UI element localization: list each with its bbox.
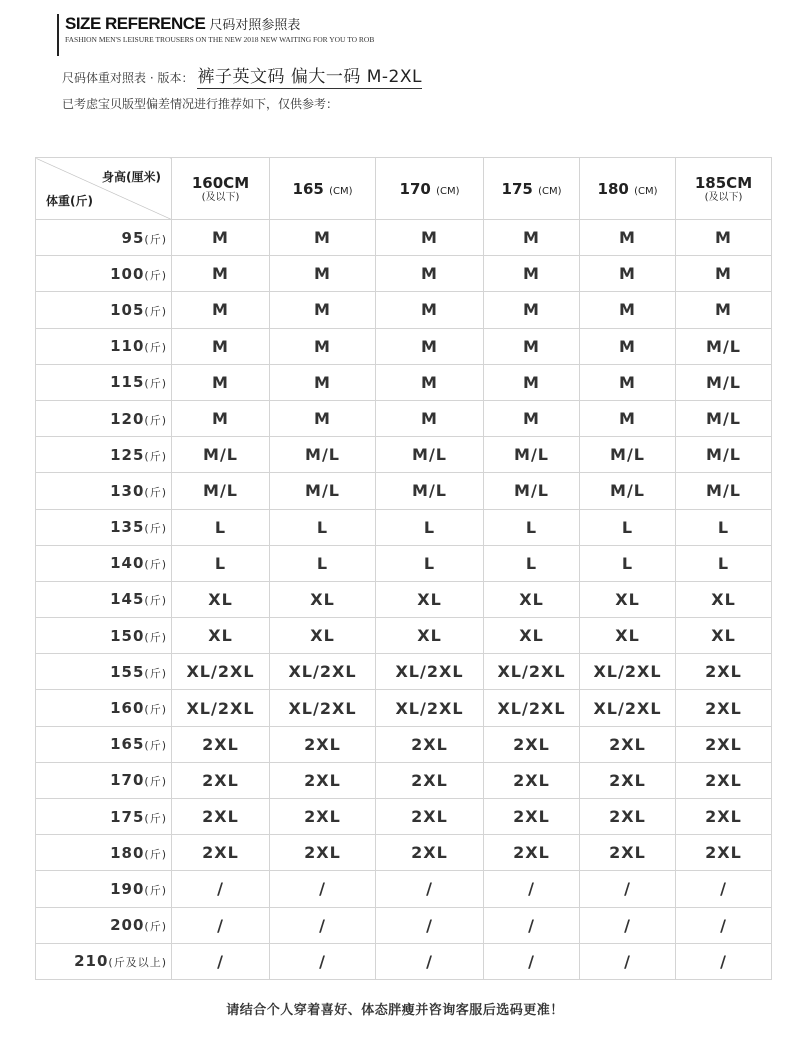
- size-cell: M: [484, 256, 580, 292]
- size-cell: M/L: [484, 473, 580, 509]
- size-cell: XL/2XL: [376, 654, 484, 690]
- weight-cell: [36, 473, 172, 509]
- size-cell: M/L: [676, 437, 772, 473]
- weight-unit: (斤): [144, 666, 167, 680]
- size-cell: M/L: [580, 437, 676, 473]
- column-height: 165: [292, 179, 324, 198]
- size-cell: 2XL: [676, 799, 772, 835]
- size-cell: L: [676, 545, 772, 581]
- size-cell: M: [270, 328, 376, 364]
- size-cell: XL/2XL: [580, 654, 676, 690]
- weight-unit: (斤): [144, 775, 167, 789]
- weight-value: 140: [110, 554, 145, 573]
- weight-cell: [36, 364, 172, 400]
- size-cell: XL: [270, 618, 376, 654]
- size-cell: L: [580, 509, 676, 545]
- footer-note: 请结合个人穿着喜好、体态胖瘦并咨询客服后选码更准！: [226, 1003, 564, 1018]
- size-cell: M/L: [484, 437, 580, 473]
- weight-unit: (斤): [144, 522, 167, 536]
- weight-unit: (斤): [144, 341, 167, 355]
- weight-unit: (斤): [144, 739, 167, 753]
- weight-cell: [36, 907, 172, 943]
- weight-cell: [36, 799, 172, 835]
- size-cell: M: [580, 292, 676, 328]
- size-cell: 2XL: [580, 762, 676, 798]
- size-cell: M: [580, 328, 676, 364]
- size-cell: M/L: [376, 473, 484, 509]
- size-cell: M: [376, 328, 484, 364]
- size-cell: 2XL: [270, 762, 376, 798]
- column-unit: (CM): [436, 185, 460, 197]
- size-cell: 2XL: [270, 799, 376, 835]
- size-cell: /: [376, 943, 484, 979]
- size-cell: M: [676, 256, 772, 292]
- size-cell: M: [172, 220, 270, 256]
- table-row: [36, 618, 772, 654]
- size-cell: L: [270, 509, 376, 545]
- size-cell: 2XL: [676, 726, 772, 762]
- size-cell: 2XL: [484, 726, 580, 762]
- size-cell: M/L: [270, 473, 376, 509]
- size-cell: XL/2XL: [484, 654, 580, 690]
- column-header-0: [172, 158, 270, 220]
- size-cell: /: [376, 871, 484, 907]
- weight-unit: (斤): [144, 485, 167, 499]
- size-cell: M: [270, 292, 376, 328]
- weight-cell: [36, 328, 172, 364]
- table-row: [36, 943, 772, 979]
- column-unit: (CM): [329, 185, 353, 197]
- size-cell: /: [172, 907, 270, 943]
- size-cell: M: [376, 400, 484, 436]
- size-cell: 2XL: [376, 835, 484, 871]
- size-cell: M: [580, 256, 676, 292]
- weight-cell: [36, 726, 172, 762]
- column-header-1: [270, 158, 376, 220]
- weight-cell: [36, 690, 172, 726]
- weight-unit: (斤): [144, 920, 167, 934]
- size-cell: M: [484, 292, 580, 328]
- weight-cell: [36, 835, 172, 871]
- weight-value: 110: [110, 337, 145, 356]
- weight-value: 115: [110, 373, 145, 392]
- size-cell: M/L: [270, 437, 376, 473]
- table-row: [36, 654, 772, 690]
- size-cell: M: [172, 400, 270, 436]
- weight-cell: [36, 220, 172, 256]
- size-cell: 2XL: [580, 835, 676, 871]
- size-cell: L: [172, 545, 270, 581]
- size-cell: 2XL: [172, 835, 270, 871]
- table-row: [36, 292, 772, 328]
- size-cell: XL/2XL: [270, 690, 376, 726]
- size-cell: /: [270, 943, 376, 979]
- weight-value: 130: [110, 481, 145, 500]
- weight-value: 120: [110, 409, 145, 428]
- size-cell: M: [376, 256, 484, 292]
- size-cell: M: [270, 364, 376, 400]
- size-cell: 2XL: [484, 799, 580, 835]
- weight-cell: [36, 545, 172, 581]
- table-row: [36, 581, 772, 617]
- table-row: [36, 328, 772, 364]
- size-cell: M: [172, 256, 270, 292]
- weight-unit: (斤): [144, 558, 167, 572]
- size-cell: M/L: [172, 437, 270, 473]
- size-cell: M/L: [172, 473, 270, 509]
- table-row: [36, 220, 772, 256]
- size-cell: M/L: [676, 328, 772, 364]
- weight-cell: [36, 871, 172, 907]
- size-cell: 2XL: [376, 762, 484, 798]
- size-cell: M/L: [676, 473, 772, 509]
- weight-unit: (斤): [144, 594, 167, 608]
- size-cell: M: [172, 328, 270, 364]
- weight-cell: [36, 437, 172, 473]
- weight-value: 175: [110, 807, 145, 826]
- size-cell: L: [484, 545, 580, 581]
- column-header-2: [376, 158, 484, 220]
- size-cell: M: [270, 256, 376, 292]
- weight-cell: [36, 509, 172, 545]
- table-row: [36, 256, 772, 292]
- weight-value: 150: [110, 626, 145, 645]
- weight-value: 100: [110, 264, 145, 283]
- size-cell: M: [376, 292, 484, 328]
- size-cell: 2XL: [676, 690, 772, 726]
- table-row: [36, 799, 772, 835]
- size-cell: M: [484, 364, 580, 400]
- size-cell: L: [376, 545, 484, 581]
- size-cell: 2XL: [676, 654, 772, 690]
- size-cell: /: [580, 871, 676, 907]
- size-cell: /: [484, 907, 580, 943]
- weight-value: 105: [110, 300, 145, 319]
- table-row: [36, 400, 772, 436]
- size-cell: 2XL: [172, 726, 270, 762]
- size-cell: M: [270, 220, 376, 256]
- weight-cell: [36, 256, 172, 292]
- size-cell: L: [484, 509, 580, 545]
- corner-cell: [36, 158, 172, 220]
- title-cn: 尺码对照参照表: [209, 18, 301, 33]
- size-cell: XL: [484, 581, 580, 617]
- size-cell: M: [580, 400, 676, 436]
- column-height: 180: [597, 179, 629, 198]
- size-cell: 2XL: [580, 799, 676, 835]
- size-cell: M: [676, 292, 772, 328]
- size-cell: L: [580, 545, 676, 581]
- column-height: 160CM: [191, 173, 250, 192]
- column-unit: (CM): [634, 185, 658, 197]
- table-row: [36, 545, 772, 581]
- size-cell: XL: [676, 618, 772, 654]
- weight-unit: (斤): [144, 232, 167, 246]
- size-cell: M/L: [676, 364, 772, 400]
- size-cell: M: [580, 364, 676, 400]
- table-row: [36, 726, 772, 762]
- size-cell: 2XL: [376, 726, 484, 762]
- table-row: [36, 364, 772, 400]
- size-cell: /: [484, 943, 580, 979]
- size-cell: 2XL: [484, 835, 580, 871]
- size-cell: 2XL: [270, 835, 376, 871]
- size-cell: L: [270, 545, 376, 581]
- weight-unit: (斤): [144, 449, 167, 463]
- table-row: [36, 907, 772, 943]
- weight-cell: [36, 762, 172, 798]
- weight-value: 165: [110, 735, 145, 754]
- weight-value: 125: [110, 445, 145, 464]
- title-en: SIZE REFERENCE: [65, 14, 206, 33]
- weight-unit: (斤): [144, 883, 167, 897]
- version-label: 尺码体重对照表 · 版本：: [62, 71, 194, 85]
- column-sub: (及以下): [201, 191, 240, 203]
- size-cell: 2XL: [172, 762, 270, 798]
- weight-value: 170: [110, 771, 145, 790]
- size-cell: XL/2XL: [172, 654, 270, 690]
- table-row: [36, 762, 772, 798]
- size-cell: XL: [172, 618, 270, 654]
- column-header-5: [676, 158, 772, 220]
- table-body: [36, 220, 772, 980]
- size-cell: /: [580, 907, 676, 943]
- recommendation-note: 已考虑宝贝版型偏差情况进行推荐如下，仅供参考：: [62, 97, 339, 111]
- weight-unit: (斤): [144, 377, 167, 391]
- size-cell: /: [676, 907, 772, 943]
- weight-value: 145: [110, 590, 145, 609]
- size-cell: M: [580, 220, 676, 256]
- table-row: [36, 473, 772, 509]
- weight-axis-label: 体重(斤): [46, 194, 93, 208]
- size-cell: XL: [580, 618, 676, 654]
- table-row: [36, 871, 772, 907]
- weight-unit: (斤及以上): [108, 956, 167, 970]
- size-cell: L: [676, 509, 772, 545]
- weight-cell: [36, 943, 172, 979]
- weight-cell: [36, 581, 172, 617]
- size-cell: /: [172, 943, 270, 979]
- size-cell: 2XL: [580, 726, 676, 762]
- size-cell: XL: [676, 581, 772, 617]
- size-cell: 2XL: [676, 835, 772, 871]
- weight-value: 200: [110, 916, 145, 935]
- size-cell: XL: [172, 581, 270, 617]
- size-cell: 2XL: [172, 799, 270, 835]
- weight-value: 180: [110, 843, 145, 862]
- weight-cell: [36, 618, 172, 654]
- size-cell: XL: [376, 618, 484, 654]
- size-cell: XL/2XL: [172, 690, 270, 726]
- weight-unit: (斤): [144, 304, 167, 318]
- weight-unit: (斤): [144, 630, 167, 644]
- size-cell: 2XL: [676, 762, 772, 798]
- size-cell: L: [172, 509, 270, 545]
- version-row: [62, 62, 422, 89]
- size-cell: /: [270, 907, 376, 943]
- size-cell: M: [676, 220, 772, 256]
- weight-value: 210: [74, 952, 109, 971]
- size-cell: M: [270, 400, 376, 436]
- weight-unit: (斤): [144, 703, 167, 717]
- weight-value: 155: [110, 662, 145, 681]
- size-cell: 2XL: [270, 726, 376, 762]
- size-cell: 2XL: [484, 762, 580, 798]
- size-cell: /: [484, 871, 580, 907]
- size-cell: M/L: [580, 473, 676, 509]
- size-cell: XL/2XL: [270, 654, 376, 690]
- size-cell: L: [376, 509, 484, 545]
- subtitle: FASHION MEN'S LEISURE TROUSERS ON THE NEW 2018 NEW WAITING FOR YOU TO ROB: [65, 35, 375, 44]
- size-cell: M: [376, 220, 484, 256]
- column-sub: (及以下): [704, 191, 743, 203]
- column-unit: (CM): [538, 185, 562, 197]
- size-table: [35, 157, 772, 980]
- column-height: 185CM: [694, 173, 753, 192]
- weight-value: 135: [110, 518, 145, 537]
- size-cell: /: [172, 871, 270, 907]
- size-cell: XL/2XL: [580, 690, 676, 726]
- size-cell: M/L: [376, 437, 484, 473]
- title-row: [65, 14, 425, 34]
- weight-unit: (斤): [144, 268, 167, 282]
- size-reference-header: [57, 14, 425, 56]
- table-header-row: [36, 158, 772, 220]
- table-row: [36, 690, 772, 726]
- weight-cell: [36, 654, 172, 690]
- weight-cell: [36, 400, 172, 436]
- table-row: [36, 509, 772, 545]
- weight-value: 160: [110, 699, 145, 718]
- size-cell: XL/2XL: [484, 690, 580, 726]
- size-cell: M: [484, 220, 580, 256]
- size-cell: XL/2XL: [376, 690, 484, 726]
- table-row: [36, 835, 772, 871]
- weight-cell: [36, 292, 172, 328]
- size-cell: M: [172, 364, 270, 400]
- size-cell: XL: [484, 618, 580, 654]
- weight-value: 190: [110, 879, 145, 898]
- column-height: 175: [501, 179, 533, 198]
- size-cell: /: [376, 907, 484, 943]
- size-cell: /: [580, 943, 676, 979]
- size-cell: 2XL: [376, 799, 484, 835]
- column-height: 170: [399, 179, 431, 198]
- size-cell: /: [270, 871, 376, 907]
- column-header-4: [580, 158, 676, 220]
- size-cell: M: [484, 328, 580, 364]
- size-cell: XL: [376, 581, 484, 617]
- size-cell: XL: [580, 581, 676, 617]
- weight-unit: (斤): [144, 847, 167, 861]
- weight-unit: (斤): [144, 811, 167, 825]
- size-cell: M: [376, 364, 484, 400]
- table-row: [36, 437, 772, 473]
- size-cell: M/L: [676, 400, 772, 436]
- size-cell: M: [172, 292, 270, 328]
- size-cell: XL: [270, 581, 376, 617]
- size-cell: /: [676, 943, 772, 979]
- height-axis-label: 身高(厘米): [102, 170, 161, 184]
- size-cell: /: [676, 871, 772, 907]
- weight-unit: (斤): [144, 413, 167, 427]
- version-value: 裤子英文码 偏大一码 M-2XL: [197, 62, 422, 89]
- column-header-3: [484, 158, 580, 220]
- weight-value: 95: [121, 228, 145, 247]
- size-cell: M: [484, 400, 580, 436]
